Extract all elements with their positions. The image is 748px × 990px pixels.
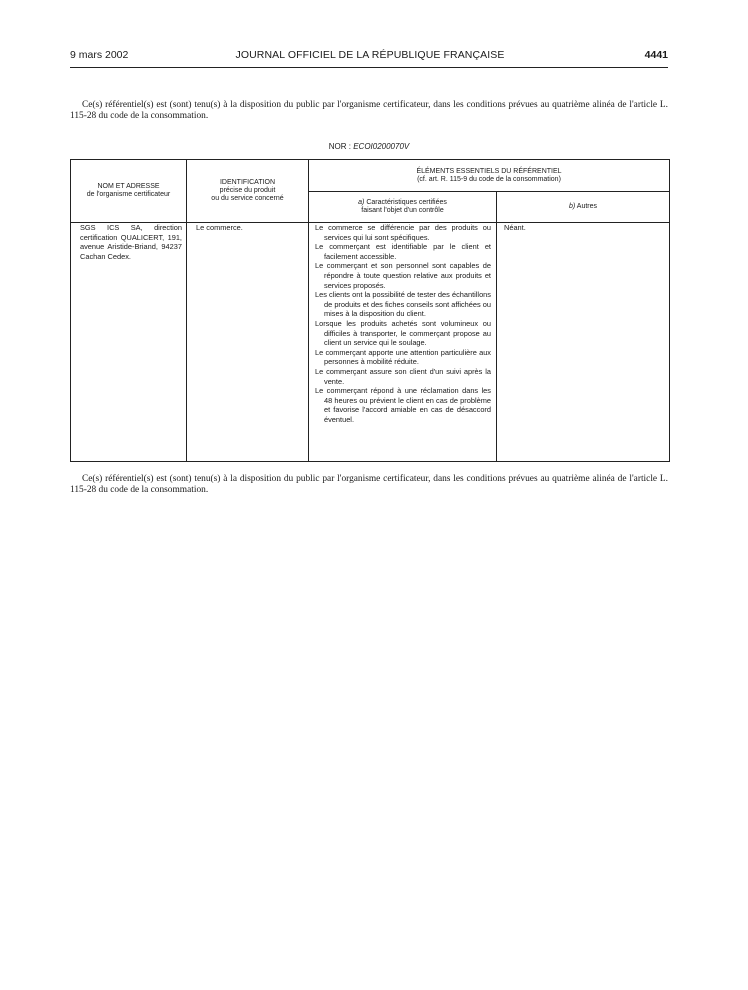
list-item: Le commerçant et son personnel sont capables de répondre à toute question relative aux produits et services proposés.: [315, 261, 491, 290]
header-rule: [70, 67, 668, 68]
list-item: Le commerçant répond à une réclamation dans les 48 heures ou prévient le client en cas de problème et favorise l'accord amiable en cas de désaccord éventuel.: [315, 386, 491, 424]
sub-b-letter: b): [568, 203, 576, 210]
col-header-id-title: IDENTIFICATION: [219, 179, 276, 186]
list-item: Le commerçant assure son client d'un suivi après la vente.: [315, 366, 491, 386]
col-header-id-sub2: ou du service concerné: [211, 195, 284, 202]
cell-autres: [497, 223, 670, 462]
list-item: Le commerçant apporte une attention particulière aux personnes à mobilité réduite.: [315, 347, 491, 367]
col-header-elements: [309, 160, 670, 192]
col-header-nom-sub: de l'organisme certificateur: [86, 191, 171, 198]
table-row: [71, 223, 670, 462]
col-header-elements-sub: (cf. art. R. 115-9 du code de la consommation): [417, 175, 561, 183]
sub-a-text2: faisant l'objet d'un contrôle: [361, 207, 444, 214]
intro-paragraph: Ce(s) référentiel(s) est (sont) tenu(s) à la disposition du public par l'organisme certificateur, dans les conditions prévues au quatrième alinéa de l'article L. 115-28 du code de la consommation.: [70, 100, 668, 121]
nor-reference: [70, 142, 668, 151]
product-identification: Le commerce.: [196, 223, 243, 232]
cell-nom-adresse: [71, 223, 187, 462]
sub-a-text1: Caractéristiques certifiées: [366, 199, 447, 206]
col-header-autres: [497, 192, 670, 223]
list-item: Le commerçant est identifiable par le client et facilement accessible.: [315, 242, 491, 261]
journal-title: JOURNAL OFFICIEL DE LA RÉPUBLIQUE FRANÇAISE: [235, 49, 505, 61]
col-header-elements-title: ÉLÉMENTS ESSENTIELS DU RÉFÉRENTIEL: [416, 167, 562, 175]
col-header-nom-title: NOM ET ADRESSE: [97, 183, 160, 190]
col-header-id-sub1: précise du produit: [219, 187, 276, 194]
list-item: Le commerce se différencie par des produits ou services qui lui sont spécifiques.: [315, 223, 491, 242]
col-header-characteristics: [309, 192, 497, 223]
table-header-row: [71, 160, 670, 192]
autres-value: Néant.: [504, 223, 526, 232]
cell-characteristics: [309, 223, 497, 462]
running-header: [70, 49, 670, 65]
sub-a-letter: a): [358, 199, 365, 206]
col-header-nom-adresse: [71, 160, 187, 223]
organisme-address: SGS ICS SA, direction certification QUALICERT, 191, avenue Aristide-Briand, 94237 Cachan Cedex.: [80, 223, 182, 261]
cell-identification: [187, 223, 309, 462]
list-item: Les clients ont la possibilité de tester des échantillons de produits et des fiches conseils sont affichées ou mises à la disposition du client.: [315, 290, 491, 319]
characteristics-list: [315, 223, 491, 424]
nor-code: ECOI0200070V: [353, 142, 410, 151]
page-number: 4441: [644, 49, 668, 61]
list-item: Lorsque les produits achetés sont volumineux ou difficiles à transporter, le commerçant propose au client un service qui le soulage.: [315, 318, 491, 348]
referentiel-table: [70, 159, 670, 462]
sub-b-text: Autres: [576, 203, 598, 210]
header-date: 9 mars 2002: [70, 49, 129, 61]
nor-label: NOR :: [328, 142, 351, 151]
col-header-identification: [187, 160, 309, 223]
closing-paragraph: Ce(s) référentiel(s) est (sont) tenu(s) à la disposition du public par l'organisme certificateur, dans les conditions prévues au quatrième alinéa de l'article L. 115-28 du code de la consommation.: [70, 474, 668, 495]
